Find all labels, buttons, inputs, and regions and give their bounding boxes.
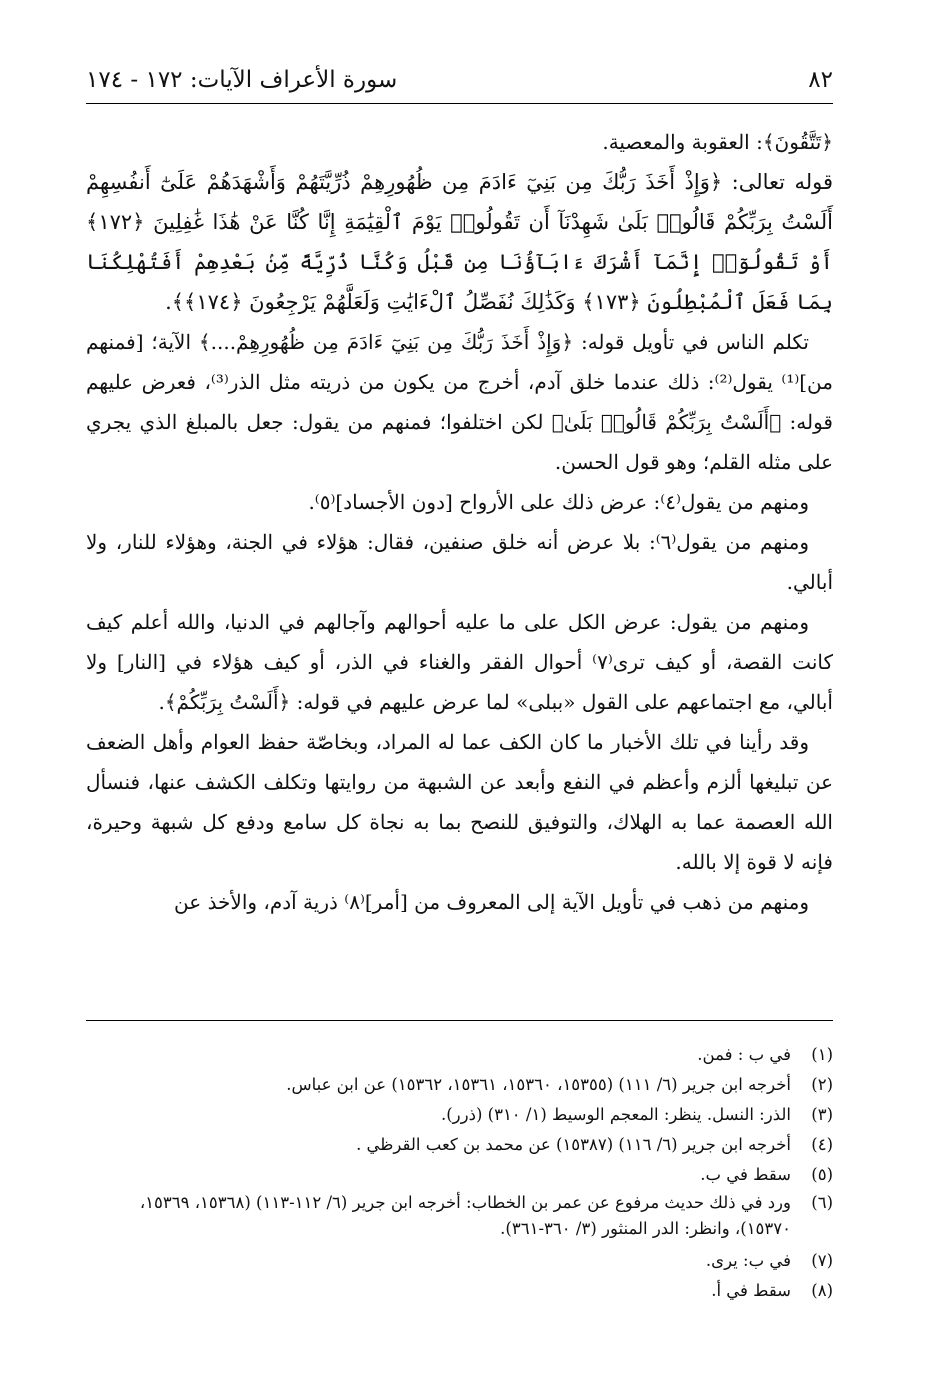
paragraph: ﴿تَتَّقُونَ﴾: العقوبة والمعصية. (602, 130, 833, 154)
footnote (86, 1276, 833, 1306)
footnote-text: الذر: النسل. ينظر: المعجم الوسيط (١/ ٣١٠) (ذرر). (440, 1105, 791, 1124)
footnote-divider (86, 1020, 833, 1021)
page-header (86, 60, 833, 100)
header-divider (86, 103, 833, 104)
footnote-number: (٢) (811, 1075, 833, 1094)
footnote-number: (٤) (811, 1135, 833, 1154)
verse-paragraph: قوله تعالى: ﴿وَإِذْ أَخَذَ رَبُّكَ مِن بَنِيٓ ءَادَمَ مِن ظُهُورِهِمْ ذُرِّيَّتَهُمْ وَأَشْهَدَهُمْ عَلَىٰٓ أَنفُسِهِمْ أَلَسْتُ بِرَبِّكُمْ قَالُوا۟ بَلَىٰ شَهِدْنَآ أَن تَقُولُوا۟ يَوْمَ ٱلْقِيَٰمَةِ إِنَّا كُنَّا عَنْ هَٰذَا غَٰفِلِينَ ﴿١٧٢﴾ أَوْ تَقُولُوٓا۟ إِنَّمَآ أَشْرَكَ ءَابَآؤُنَا مِن قَبْلُ وَكُنَّا ذُرِّيَّةً مِّنۢ بَعْدِهِمْ أَفَتُهْلِكُنَا بِمَا فَعَلَ ٱلْمُبْطِلُونَ ﴿١٧٣﴾ وَكَذَٰلِكَ نُفَصِّلُ ٱلْءَايَٰتِ وَلَعَلَّهُمْ يَرْجِعُونَ ﴿١٧٤﴾﴾. (86, 170, 833, 314)
main-text (86, 122, 833, 922)
paragraph: ومنهم من يقول: عرض الكل على ما عليه أحوالهم وآجالهم في الدنيا، والله أعلم كيف كانت القصة، أو كيف ترى⁽٧⁾ أحوال الفقر والغناء في الذر، أو كيف هؤلاء في [النار] ولا أبالي، مع اجتماعهم على القول «ببلى» لما عرض عليهم في قوله: ﴿أَلَسْتُ بِرَبِّكُمْ﴾. (86, 610, 834, 714)
footnote (86, 1100, 833, 1130)
footnote (86, 1160, 833, 1190)
footnote-text: في ب : فمن. (697, 1045, 791, 1064)
page-number: ٨٢ (808, 67, 833, 93)
footnote (86, 1190, 833, 1242)
paragraph: ومنهم من ذهب في تأويل الآية إلى المعروف من [أمر]⁽٨⁾ ذرية آدم، والأخذ عن (174, 890, 809, 914)
running-title: سورة الأعراف الآيات: ١٧٢ - ١٧٤ (86, 67, 398, 93)
footnote-text: سقط في ب. (700, 1165, 791, 1184)
paragraph: ومنهم من يقول⁽٦⁾: بلا عرض أنه خلق صنفين، فقال: هؤلاء في الجنة، وهؤلاء للنار، ولا أبالي. (86, 530, 833, 594)
footnote-text: سقط في أ. (711, 1281, 791, 1300)
paragraph: وقد رأينا في تلك الأخبار ما كان الكف عما له المراد، وبخاصّة حفظ العوام وأهل الضعف عن تبليغها ألزم وأعظم في النفع وأبعد عن الشبهة من روايتها وتكلف الكشف عنها، فنسأل الله العصمة عما به الهلاك، والتوفيق للنصح بما به نجاة كل سامع ودفع كل شبهة وحيرة، فإنه لا قوة إلا بالله. (86, 730, 833, 874)
footnote-text: في ب: يرى. (705, 1251, 791, 1270)
footnote-text: أخرجه ابن جرير (٦/ ١١٦) (١٥٣٨٧) عن محمد بن كعب القرظي . (356, 1135, 791, 1154)
footnote-number: (٣) (811, 1105, 833, 1124)
footnote-number: (٧) (811, 1251, 833, 1270)
footnote-number: (٦) (811, 1193, 833, 1212)
footnote (86, 1246, 833, 1276)
footnote-text: ورد في ذلك حديث مرفوع عن عمر بن الخطاب: أخرجه ابن جرير (٦/ ١١٢-١١٣) (١٥٣٦٨، ١٥٣٦٩، ١٥٣٧٠)، وانظر: الدر المنثور (٣/ ٣٦٠-٣٦١). (139, 1193, 791, 1238)
footnote-text: أخرجه ابن جرير (٦/ ١١١) (١٥٣٥٥، ١٥٣٦٠، ١٥٣٦١، ١٥٣٦٢) عن ابن عباس. (286, 1075, 791, 1094)
paragraph: تكلم الناس في تأويل قوله: ﴿وَإِذْ أَخَذَ رَبُّكَ مِن بَنِيٓ ءَادَمَ مِن ظُهُورِهِمْ....﴾ الآية؛ [فمنهم من]⁽¹⁾ يقول⁽²⁾: ذلك عندما خلق آدم، أخرج من يكون من ذريته مثل الذر⁽³⁾، فعرض عليهم قوله: ﴿أَلَسْتُ بِرَبِّكُمْ قَالُوا۟ بَلَىٰ﴾ لكن اختلفوا؛ فمنهم من يقول: جعل بالمبلغ الذي يجري على مثله القلم؛ وهو قول الحسن. (86, 330, 833, 474)
footnote (86, 1040, 833, 1070)
footnote-number: (٥) (811, 1165, 833, 1184)
paragraph: ومنهم من يقول⁽٤⁾: عرض ذلك على الأرواح [دون الأجساد]⁽٥⁾. (308, 490, 809, 514)
footnote-number: (١) (811, 1045, 833, 1064)
footnotes (86, 1040, 833, 1306)
footnote-number: (٨) (811, 1281, 833, 1300)
footnote (86, 1130, 833, 1160)
footnote (86, 1070, 833, 1100)
